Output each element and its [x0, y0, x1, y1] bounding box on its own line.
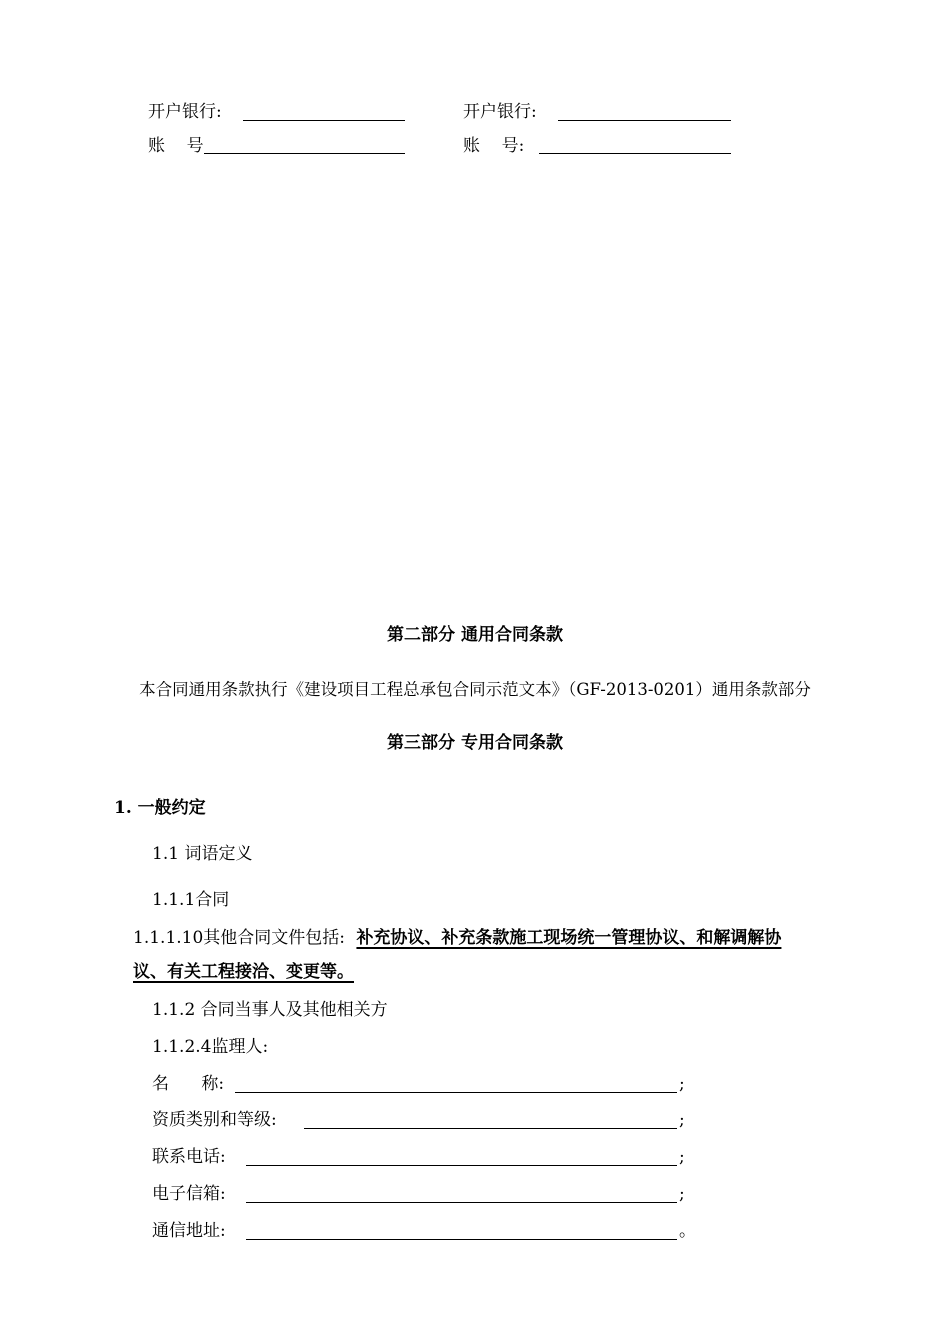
right-bank-label: 开户银行:	[463, 102, 537, 122]
part3-title: 第三部分 专用合同条款	[387, 733, 563, 753]
supervisor-address-end: 。	[679, 1221, 696, 1241]
right-account-label: 账 号:	[463, 136, 525, 156]
part2-title: 第二部分 通用合同条款	[387, 625, 563, 645]
supervisor-email-label: 电子信箱:	[152, 1184, 226, 1204]
supervisor-phone-end: ;	[679, 1147, 685, 1167]
left-account-label: 账 号	[148, 136, 204, 156]
other-contract-docs-value-line1: 补充协议、补充条款施工现场统一管理协议、和解调解协	[356, 928, 782, 948]
supervisor-qualification-blank[interactable]	[304, 1128, 677, 1129]
supervisor-phone-label: 联系电话:	[152, 1147, 226, 1167]
supervisor-qualification-label: 资质类别和等级:	[152, 1110, 277, 1130]
right-bank-blank[interactable]	[558, 120, 731, 121]
section-1-1-1-10	[133, 927, 781, 949]
supervisor-address-blank[interactable]	[246, 1239, 677, 1240]
supervisor-name-blank[interactable]	[235, 1092, 677, 1093]
left-account-blank[interactable]	[204, 153, 405, 154]
other-contract-docs-value-line2: 议、有关工程接洽、变更等。	[133, 962, 354, 982]
supervisor-name-label: 名 称:	[152, 1074, 225, 1094]
section-1-1: 1.1 词语定义	[152, 844, 253, 864]
section1-heading: 1. 一般约定	[114, 798, 206, 818]
supervisor-qualification-end: ;	[679, 1110, 685, 1130]
left-bank-label: 开户银行:	[148, 102, 222, 122]
right-account-blank[interactable]	[539, 153, 731, 154]
supervisor-phone-blank[interactable]	[246, 1165, 677, 1166]
left-bank-blank[interactable]	[243, 120, 405, 121]
section-1-1-1-10-label: 1.1.1.10其他合同文件包括:	[133, 928, 346, 948]
section-1-1-2-4: 1.1.2.4监理人:	[152, 1037, 269, 1057]
part2-body: 本合同通用条款执行《建设项目工程总承包合同示范文本》（GF-2013-0201）通用条款部分	[139, 680, 811, 699]
section-1-1-1: 1.1.1合同	[152, 890, 230, 910]
supervisor-email-end: ;	[679, 1184, 685, 1204]
section-1-1-2: 1.1.2 合同当事人及其他相关方	[152, 1000, 388, 1020]
supervisor-address-label: 通信地址:	[152, 1221, 226, 1241]
supervisor-email-blank[interactable]	[246, 1202, 677, 1203]
supervisor-name-end: ;	[679, 1074, 685, 1094]
